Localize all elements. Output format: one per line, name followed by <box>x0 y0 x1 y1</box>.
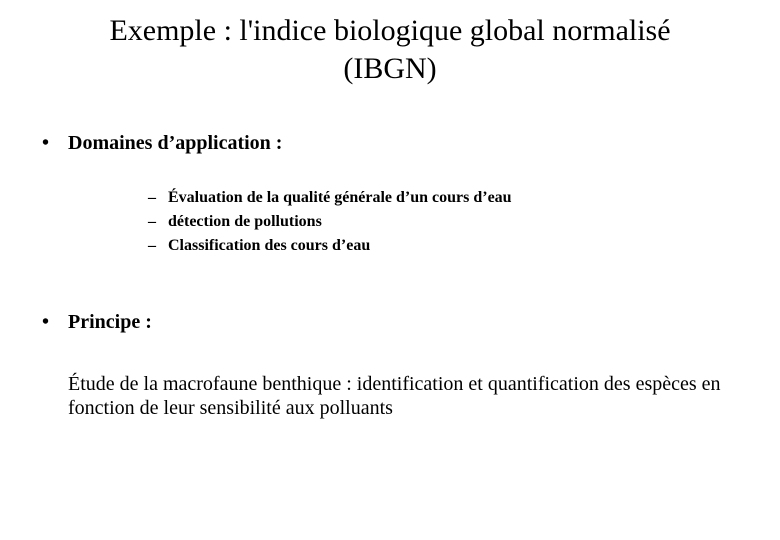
principe-heading: Principe : <box>68 311 152 333</box>
slide-title-line-2: (IBGN) <box>343 52 437 85</box>
slide-title <box>0 12 780 88</box>
bullet-domaines <box>42 131 282 155</box>
bullet-dot: • <box>42 132 50 154</box>
domaines-list <box>148 186 512 258</box>
principe-paragraph: Étude de la macrofaune benthique : identification et quantification des espèces en fonction de leur sensibilité aux polluants <box>68 373 721 419</box>
list-dash: – <box>148 237 156 254</box>
list-item <box>148 210 512 234</box>
bullet-dot: • <box>42 311 50 333</box>
list-dash: – <box>148 189 156 206</box>
slide-title-line-1: Exemple : l'indice biologique global normalisé <box>109 14 671 47</box>
bullet-principe <box>42 310 152 334</box>
list-item-text: détection de pollutions <box>168 213 322 230</box>
list-item-text: Évaluation de la qualité générale d’un cours d’eau <box>168 189 512 206</box>
domaines-heading: Domaines d’application : <box>68 132 283 154</box>
list-dash: – <box>148 213 156 230</box>
list-item <box>148 234 512 258</box>
list-item <box>148 186 512 210</box>
list-item-text: Classification des cours d’eau <box>168 237 371 254</box>
